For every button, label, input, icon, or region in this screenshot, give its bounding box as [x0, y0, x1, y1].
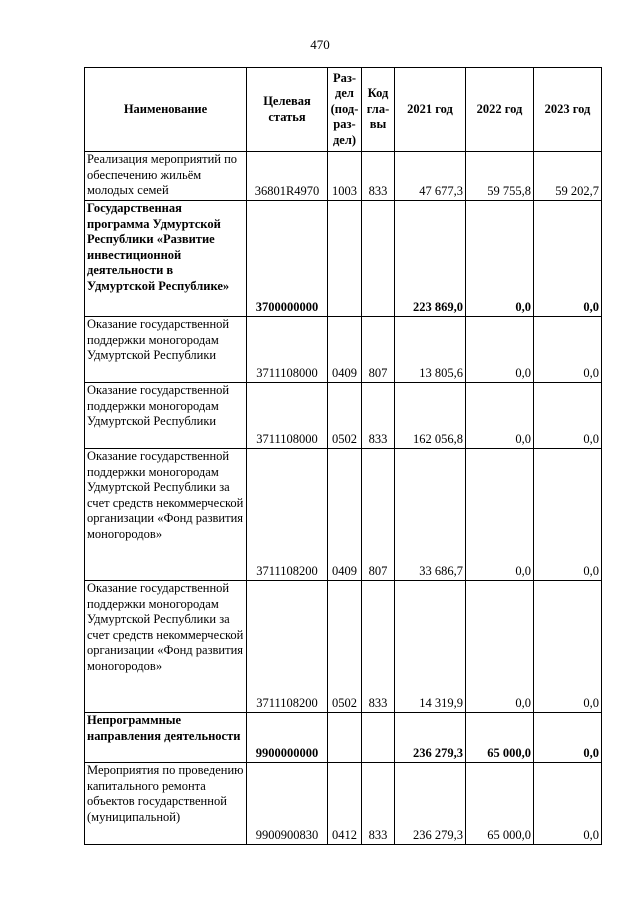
row-section: 0409 [328, 317, 362, 383]
table-row [85, 581, 602, 713]
row-2022: 0,0 [466, 201, 534, 317]
row-name: Оказание государственной поддержки моногородам Удмуртской Республики за счет средств некоммерческой организации «Фонд развития моногородов» [85, 581, 247, 713]
row-chapter: 833 [362, 383, 395, 449]
row-name: Мероприятия по проведению капитального ремонта объектов государственной (муниципальной) [85, 763, 247, 845]
header-section: Раз-дел (под-раз-дел) [328, 68, 362, 152]
row-2022: 59 755,8 [466, 152, 534, 201]
row-2022: 65 000,0 [466, 713, 534, 763]
row-chapter: 833 [362, 581, 395, 713]
row-2023: 0,0 [534, 383, 602, 449]
row-name: Государственная программа Удмуртской Республики «Развитие инвестиционной деятельности в Удмуртской Республике» [85, 201, 247, 317]
row-target: 9900900830 [247, 763, 328, 845]
row-2022: 0,0 [466, 317, 534, 383]
row-chapter: 833 [362, 152, 395, 201]
row-2023: 0,0 [534, 763, 602, 845]
page-number: 470 [310, 37, 330, 52]
table-row [85, 713, 602, 763]
table-row [85, 317, 602, 383]
row-section: 1003 [328, 152, 362, 201]
row-chapter: 807 [362, 449, 395, 581]
row-section: 0502 [328, 383, 362, 449]
row-2021: 14 319,9 [395, 581, 466, 713]
row-2021: 13 805,6 [395, 317, 466, 383]
table-row [85, 763, 602, 845]
header-2022: 2022 год [466, 68, 534, 152]
row-2023: 0,0 [534, 581, 602, 713]
row-2022: 0,0 [466, 383, 534, 449]
row-2022: 0,0 [466, 449, 534, 581]
row-chapter: 833 [362, 763, 395, 845]
row-2022: 0,0 [466, 581, 534, 713]
row-name: Оказание государственной поддержки моногородам Удмуртской Республики [85, 383, 247, 449]
table-row [85, 201, 602, 317]
row-2021: 236 279,3 [395, 713, 466, 763]
row-target: 3711108000 [247, 383, 328, 449]
row-target: 3711108200 [247, 581, 328, 713]
row-2023: 0,0 [534, 713, 602, 763]
table-row [85, 152, 602, 201]
row-target: 3711108200 [247, 449, 328, 581]
header-row [85, 68, 602, 152]
row-name: Оказание государственной поддержки моногородам Удмуртской Республики [85, 317, 247, 383]
row-2022: 65 000,0 [466, 763, 534, 845]
header-target: Целевая статья [247, 68, 328, 152]
row-name: Реализация мероприятий по обеспечению жильём молодых семей [85, 152, 247, 201]
table-row [85, 383, 602, 449]
row-target: 9900000000 [247, 713, 328, 763]
row-2021: 223 869,0 [395, 201, 466, 317]
row-section [328, 713, 362, 763]
table-row [85, 449, 602, 581]
row-2023: 59 202,7 [534, 152, 602, 201]
row-chapter [362, 201, 395, 317]
table-body [85, 152, 602, 845]
row-chapter [362, 713, 395, 763]
row-target: 36801R4970 [247, 152, 328, 201]
row-section: 0409 [328, 449, 362, 581]
header-2023: 2023 год [534, 68, 602, 152]
row-target: 3700000000 [247, 201, 328, 317]
row-target: 3711108000 [247, 317, 328, 383]
row-chapter: 807 [362, 317, 395, 383]
row-name: Оказание государственной поддержки моногородам Удмуртской Республики за счет средств некоммерческой организации «Фонд развития моногородов» [85, 449, 247, 581]
row-2021: 47 677,3 [395, 152, 466, 201]
row-section: 0412 [328, 763, 362, 845]
row-2021: 162 056,8 [395, 383, 466, 449]
row-section [328, 201, 362, 317]
row-2023: 0,0 [534, 317, 602, 383]
row-name: Непрограммные направления деятельности [85, 713, 247, 763]
row-2023: 0,0 [534, 449, 602, 581]
row-2021: 236 279,3 [395, 763, 466, 845]
row-2023: 0,0 [534, 201, 602, 317]
budget-table [84, 67, 602, 845]
row-2021: 33 686,7 [395, 449, 466, 581]
header-chapter: Код гла-вы [362, 68, 395, 152]
header-2021: 2021 год [395, 68, 466, 152]
row-section: 0502 [328, 581, 362, 713]
header-name: Наименование [85, 68, 247, 152]
